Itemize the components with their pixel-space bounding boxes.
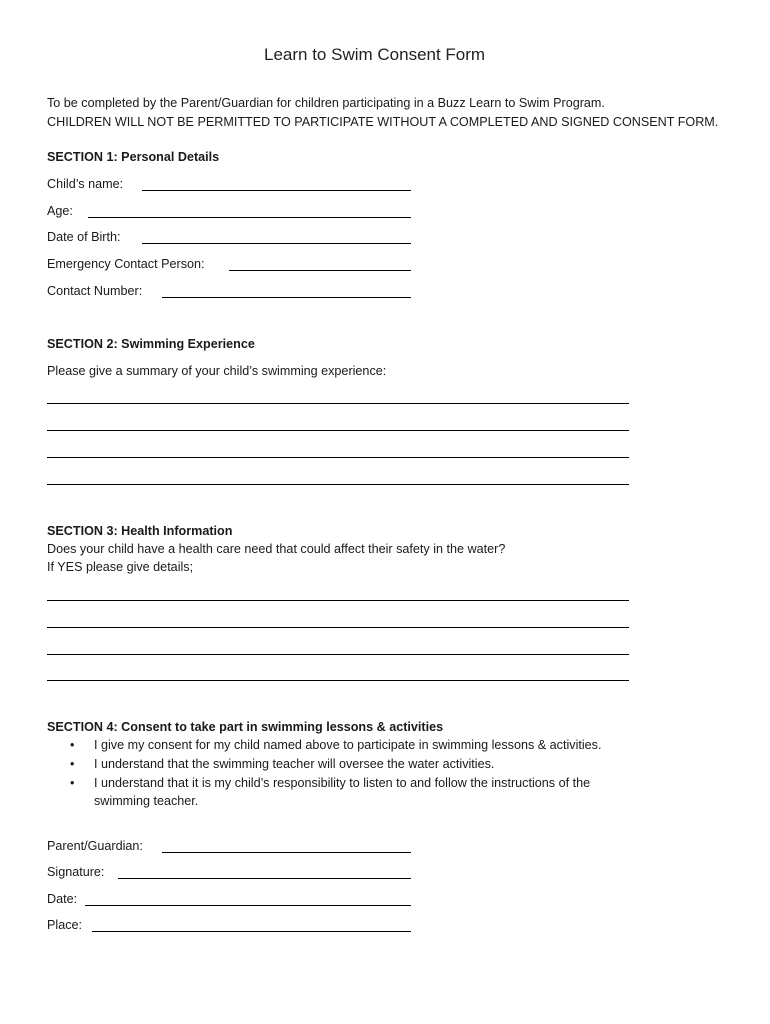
emergency-contact-label: Emergency Contact Person: xyxy=(47,257,205,271)
date-label: Date: xyxy=(47,892,78,906)
experience-line-3 xyxy=(47,457,629,458)
place-field[interactable] xyxy=(92,915,411,931)
swimming-experience-prompt: Please give a summary of your child’s swimming experience: xyxy=(47,364,387,378)
health-details-prompt: If YES please give details; xyxy=(47,560,194,574)
signature-label: Signature: xyxy=(47,865,105,879)
dob-label: Date of Birth: xyxy=(47,230,121,244)
experience-line-4 xyxy=(47,484,629,485)
signature-line xyxy=(118,878,411,879)
bullet-marker: • xyxy=(70,738,75,752)
emergency-contact-line xyxy=(229,270,411,271)
age-line xyxy=(88,217,411,218)
signature-field[interactable] xyxy=(118,862,411,878)
date-field[interactable] xyxy=(85,889,411,905)
consent-bullet-3-continued: swimming teacher. xyxy=(94,794,199,808)
intro-line-2: CHILDREN WILL NOT BE PERMITTED TO PARTICIPATE WITHOUT A COMPLETED AND SIGNED CONSENT FORM. xyxy=(47,115,719,129)
emergency-contact-field[interactable] xyxy=(229,254,411,270)
experience-field-4[interactable] xyxy=(47,468,629,484)
childs-name-label: Child’s name: xyxy=(47,177,124,191)
parent-guardian-field[interactable] xyxy=(162,836,411,852)
consent-bullet-2: I understand that the swimming teacher will oversee the water activities. xyxy=(94,757,495,771)
health-question: Does your child have a health care need that could affect their safety in the water? xyxy=(47,542,506,556)
section3-heading: SECTION 3: Health Information xyxy=(47,524,233,538)
consent-bullet-3: I understand that it is my child’s responsibility to listen to and follow the instructions of the xyxy=(94,776,591,790)
section1-heading: SECTION 1: Personal Details xyxy=(47,150,220,164)
health-line-1 xyxy=(47,600,629,601)
bullet-marker: • xyxy=(70,757,75,771)
contact-number-line xyxy=(162,297,411,298)
intro-line-1: To be completed by the Parent/Guardian for children participating in a Buzz Learn to Swim Program. xyxy=(47,96,605,110)
experience-field-2[interactable] xyxy=(47,414,629,430)
experience-field-1[interactable] xyxy=(47,387,629,403)
health-field-4[interactable] xyxy=(47,664,629,680)
health-line-2 xyxy=(47,627,629,628)
health-line-3 xyxy=(47,654,629,655)
section2-heading: SECTION 2: Swimming Experience xyxy=(47,337,255,351)
experience-field-3[interactable] xyxy=(47,441,629,457)
parent-guardian-label: Parent/Guardian: xyxy=(47,839,143,853)
dob-line xyxy=(142,243,411,244)
childs-name-line xyxy=(142,190,411,191)
health-field-3[interactable] xyxy=(47,638,629,654)
place-line xyxy=(92,931,411,932)
section4-heading: SECTION 4: Consent to take part in swimming lessons & activities xyxy=(47,720,444,734)
dob-field[interactable] xyxy=(142,227,411,243)
bullet-marker: • xyxy=(70,776,75,790)
age-field[interactable] xyxy=(88,201,411,217)
consent-bullet-1: I give my consent for my child named above to participate in swimming lessons & activities. xyxy=(94,738,602,752)
parent-guardian-line xyxy=(162,852,411,853)
date-line xyxy=(85,905,411,906)
experience-line-2 xyxy=(47,430,629,431)
health-field-1[interactable] xyxy=(47,584,629,600)
experience-line-1 xyxy=(47,403,629,404)
childs-name-field[interactable] xyxy=(142,174,411,190)
page-title: Learn to Swim Consent Form xyxy=(264,45,486,64)
age-label: Age: xyxy=(47,204,73,218)
health-line-4 xyxy=(47,680,629,681)
health-field-2[interactable] xyxy=(47,611,629,627)
contact-number-field[interactable] xyxy=(162,281,411,297)
contact-number-label: Contact Number: xyxy=(47,284,143,298)
place-label: Place: xyxy=(47,918,83,932)
